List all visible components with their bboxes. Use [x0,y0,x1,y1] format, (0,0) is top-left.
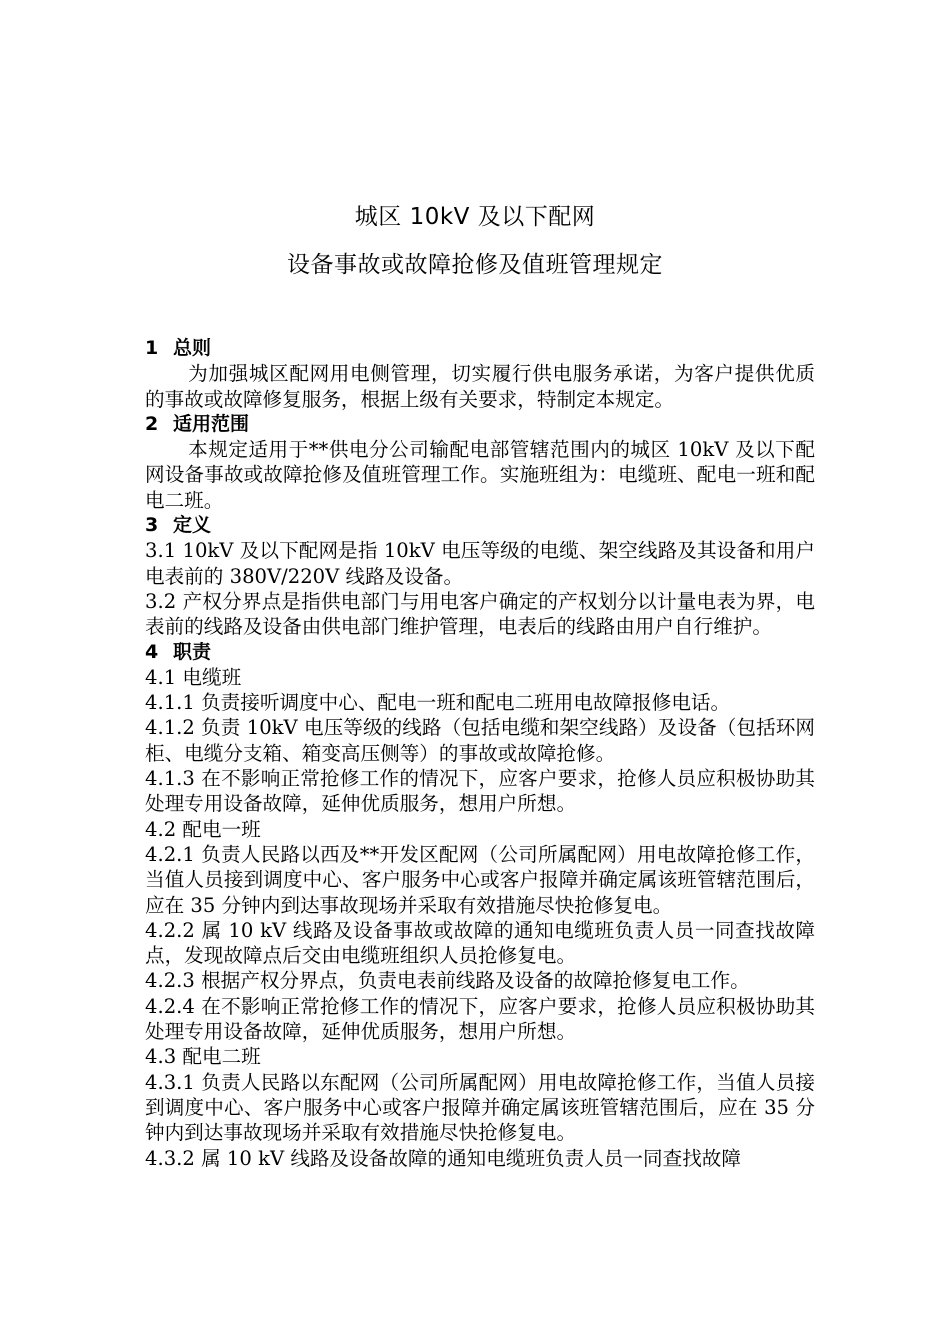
section-3-title: 定义 [173,514,212,537]
clause-4-1-2: 4.1.2 负责 10kV 电压等级的线路（包括电缆和架空线路）及设备（包括环网柜、电缆分支箱、箱变高压侧等）的事故或故障抢修。 [145,716,815,765]
clause-4-2: 4.2 配电一班 [145,817,261,841]
document-title-line1: 城区 10kV 及以下配网 [354,204,596,230]
clause-4-2-4: 4.2.4 在不影响正常抢修工作的情况下，应客户要求，抢修人员应积极协助其处理专用设备故障，延伸优质服务，想用户所想。 [145,994,815,1044]
clause-4-1-3: 4.1.3 在不影响正常抢修工作的情况下，应客户要求，抢修人员应积极协助其处理专用设备故障，延伸优质服务，想用户所想。 [145,767,815,816]
section-3-heading [145,513,815,538]
section-2-title: 适用范围 [173,412,250,435]
clause-3-1: 3.1 10kV 及以下配网是指 10kV 电压等级的电缆、架空线路及其设备和用户电表前的 380V/220V 线路及设备。 [145,539,815,588]
clause-4-2-2: 4.2.2 属 10 kV 线路及设备事故或故障的通知电缆班负责人员一同查找故障点，发现故障点后交由电缆班组织人员抢修复电。 [145,918,815,968]
clause-4-2-1: 4.2.1 负责人民路以西及**开发区配网（公司所属配网）用电故障抢修工作，当值人员接到调度中心、客户服务中心或客户报障并确定属该班管辖范围后，应在 35 分钟内到达事故现场并采取有效措施尽快抢修复电。 [145,842,815,917]
document-body [145,336,815,1171]
clause-3-2: 3.2 产权分界点是指供电部门与用电客户确定的产权划分以计量电表为界，电表前的线路及设备由供电部门维护管理，电表后的线路由用户自行维护。 [145,589,815,639]
section-2-heading [145,412,815,437]
section-1-number: 1 [145,337,159,359]
section-4-title: 职责 [173,640,212,663]
clause-4-3-1: 4.3.1 负责人民路以东配网（公司所属配网）用电故障抢修工作，当值人员接到调度中心、客户服务中心或客户报障并确定属该班管辖范围后，应在 35 分钟内到达事故现场并采取有效措施尽快抢修复电。 [145,1070,815,1145]
section-1-title: 总则 [173,337,212,359]
section-1-paragraph: 为加强城区配网用电侧管理，切实履行供电服务承诺，为客户提供优质的事故或故障修复服务，根据上级有关要求，特制定本规定。 [145,362,815,411]
section-2-paragraph: 本规定适用于**供电分公司输配电部管辖范围内的城区 10kV 及以下配网设备事故或故障抢修及值班管理工作。实施班组为：电缆班、配电一班和配电二班。 [145,438,815,512]
clause-4-3: 4.3 配电二班 [145,1045,261,1069]
section-2-number: 2 [145,412,159,435]
clause-4-3-2: 4.3.2 属 10 kV 线路及设备故障的通知电缆班负责人员一同查找故障 [145,1146,741,1170]
section-4-number: 4 [145,640,159,663]
document-title-line2: 设备事故或故障抢修及值班管理规定 [287,252,663,278]
clause-4-2-3: 4.2.3 根据产权分界点，负责电表前线路及设备的故障抢修复电工作。 [145,969,750,993]
section-4-heading [145,640,815,665]
section-1-heading [145,336,815,361]
clause-4-1-1: 4.1.1 负责接听调度中心、配电一班和配电二班用电故障报修电话。 [145,691,731,715]
section-3-number: 3 [145,514,159,537]
clause-4-1: 4.1 电缆班 [145,665,242,689]
